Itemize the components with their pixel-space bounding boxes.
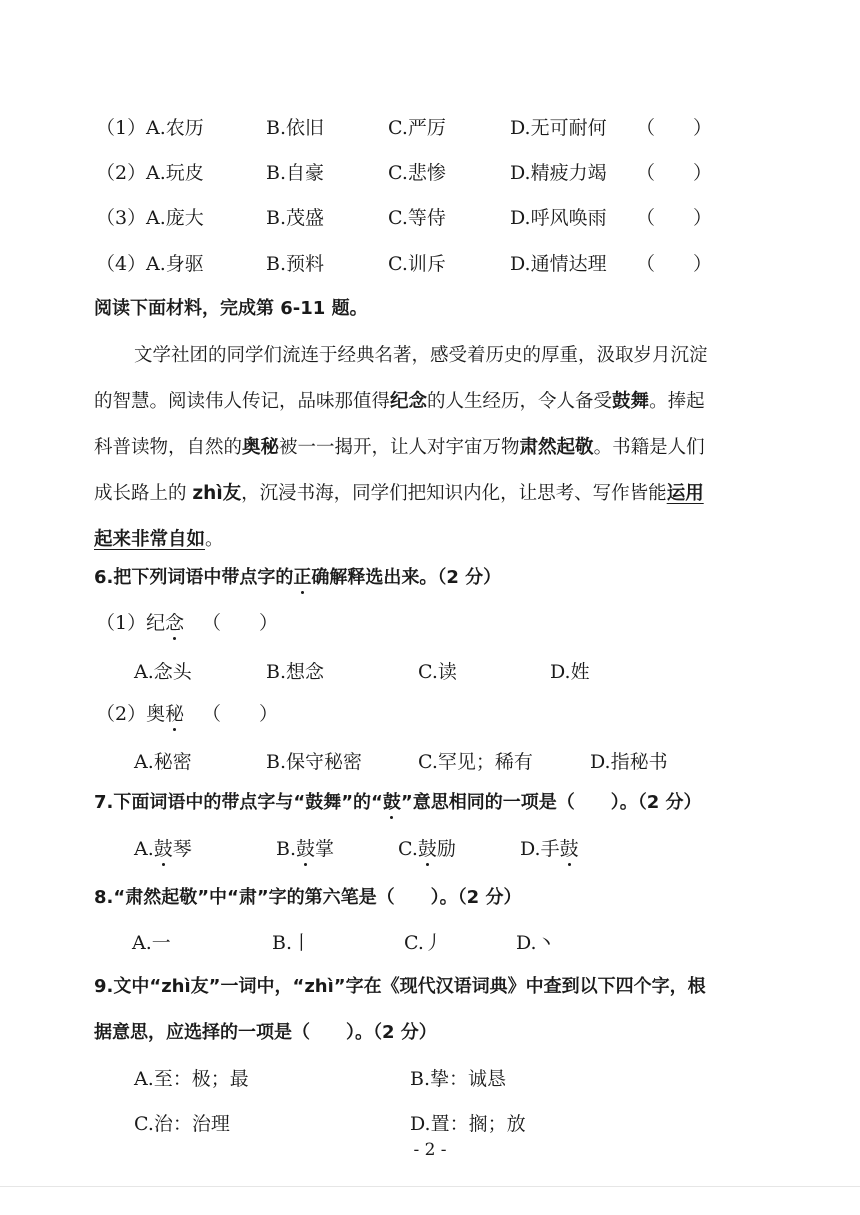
option-d: D.手鼓 bbox=[520, 838, 579, 860]
question-text: 据意思，应选择的一项是（ ）。（2 分） bbox=[94, 1022, 437, 1043]
passage-text: 的智慧。阅读伟人传记，品味那值得 bbox=[94, 391, 391, 412]
passage-line bbox=[134, 333, 708, 379]
choice-row bbox=[0, 113, 860, 143]
page-bottom-divider bbox=[0, 1186, 860, 1187]
option-c: C.读 bbox=[418, 661, 457, 683]
passage-text: 文学社团的同学们流连于经典名著，感受着历史的厚重，汲取岁月沉淀 bbox=[134, 345, 708, 366]
page-number: - 2 - bbox=[413, 1140, 447, 1160]
choice-number: （4） bbox=[96, 253, 147, 275]
choice-number: （1） bbox=[96, 117, 147, 139]
option-b: B.想念 bbox=[266, 661, 325, 683]
choice-number: （3） bbox=[96, 207, 147, 229]
question-8-options bbox=[0, 928, 860, 958]
question-9-options-row1 bbox=[0, 1064, 860, 1094]
answer-blank[interactable]: （ ） bbox=[636, 162, 713, 184]
option-c: C.丿 bbox=[404, 932, 443, 954]
reading-heading-text: 阅读下面材料，完成第 6-11 题。 bbox=[94, 298, 368, 319]
answer-blank[interactable]: （ ） bbox=[636, 117, 713, 139]
dotted-char: 鼓 bbox=[382, 792, 401, 813]
option-c: C.罕见；稀有 bbox=[418, 751, 533, 773]
option-d: D.无可耐何 bbox=[510, 117, 607, 139]
question-text: 确解释选出来。（2 分） bbox=[311, 567, 502, 588]
dotted-char: 正 bbox=[293, 567, 312, 588]
passage-text: 的人生经历，令人备受 bbox=[427, 391, 613, 412]
option-b: B.自豪 bbox=[266, 162, 325, 184]
option-b: B.保守秘密 bbox=[266, 751, 363, 773]
answer-blank[interactable]: （ ） bbox=[202, 612, 279, 634]
dotted-char: 念 bbox=[165, 612, 185, 634]
question-6-sub2 bbox=[0, 699, 860, 729]
option-d: D.置：搁；放 bbox=[410, 1113, 526, 1135]
underlined-phrase: 运用 bbox=[666, 483, 704, 504]
option-c: C.训斥 bbox=[388, 253, 446, 275]
option-a: A.念头 bbox=[134, 661, 192, 683]
answer-blank[interactable]: （ ） bbox=[636, 253, 713, 275]
option-b: B.挚：诚恳 bbox=[410, 1068, 507, 1090]
option-a: A.秘密 bbox=[134, 751, 192, 773]
question-6-stem bbox=[0, 563, 860, 593]
passage-line bbox=[94, 471, 704, 517]
option-b: B.鼓掌 bbox=[276, 838, 335, 860]
question-text: 6.把下列词语中带点字的 bbox=[94, 567, 294, 588]
underlined-phrase: 起来非常自如 bbox=[94, 529, 206, 550]
passage-text: 科普读物，自然的 bbox=[94, 437, 243, 458]
answer-blank[interactable]: （ ） bbox=[636, 207, 713, 229]
option-d: D.通情达理 bbox=[510, 253, 607, 275]
reading-passage bbox=[94, 333, 774, 563]
question-text: 7.下面词语中的带点字与“鼓舞”的“ bbox=[94, 792, 383, 813]
option-a: A.一 bbox=[132, 932, 171, 954]
passage-text: ，沉浸书海，同学们把知识内化，让思考、写作皆能 bbox=[241, 483, 667, 504]
emphasis-word: zhì友 bbox=[192, 483, 242, 504]
question-7-stem bbox=[0, 788, 860, 818]
dotted-char: 鼓 bbox=[153, 838, 173, 860]
question-7-options bbox=[0, 834, 860, 864]
passage-text: 被一一揭开，让人对宇宙万物 bbox=[279, 437, 520, 458]
dotted-char: 鼓 bbox=[559, 838, 579, 860]
option-a: A.身驱 bbox=[146, 253, 204, 275]
option-c: C.严厉 bbox=[388, 117, 446, 139]
choice-row bbox=[0, 249, 860, 279]
choice-row bbox=[0, 158, 860, 188]
question-text: ”意思相同的一项是（ ）。（2 分） bbox=[400, 792, 702, 813]
dotted-char: 鼓 bbox=[417, 838, 437, 860]
answer-blank[interactable]: （ ） bbox=[202, 703, 279, 725]
option-b: B.依旧 bbox=[266, 117, 325, 139]
passage-line bbox=[94, 379, 705, 425]
question-6-sub1-options bbox=[0, 657, 860, 687]
dotted-char: 秘 bbox=[165, 703, 185, 725]
question-9-options-row2 bbox=[0, 1109, 860, 1139]
dotted-char: 鼓 bbox=[296, 838, 316, 860]
question-9-stem-line2 bbox=[0, 1018, 860, 1048]
option-d: D.指秘书 bbox=[590, 751, 668, 773]
reading-heading bbox=[0, 294, 860, 324]
option-d: D.精疲力竭 bbox=[510, 162, 607, 184]
question-6-sub1 bbox=[0, 608, 860, 638]
question-text: 9.文中“zhì友”一词中，“zhì”字在《现代汉语词典》中查到以下四个字，根 bbox=[94, 976, 706, 997]
option-a: A.农历 bbox=[146, 117, 204, 139]
option-b: B.茂盛 bbox=[266, 207, 325, 229]
question-text: 8.“肃然起敬”中“肃”字的第六笔是（ ）。（2 分） bbox=[94, 887, 522, 908]
emphasis-word: 奥秘 bbox=[242, 437, 280, 458]
option-a: A.至：极；最 bbox=[134, 1068, 249, 1090]
option-d: D.呼风唤雨 bbox=[510, 207, 607, 229]
question-8-stem bbox=[0, 883, 860, 913]
option-c: C.治：治理 bbox=[134, 1113, 230, 1135]
emphasis-word: 肃然起敬 bbox=[519, 437, 594, 458]
sub-question-label: （2）奥 bbox=[96, 703, 166, 725]
option-b: B.预料 bbox=[266, 253, 325, 275]
option-d: D.丶 bbox=[516, 932, 556, 954]
option-a: A.庞大 bbox=[146, 207, 204, 229]
option-c: C.鼓励 bbox=[398, 838, 456, 860]
option-d: D.姓 bbox=[550, 661, 590, 683]
emphasis-word: 鼓舞 bbox=[612, 391, 650, 412]
passage-text: 。 bbox=[205, 529, 224, 550]
choice-number: （2） bbox=[96, 162, 147, 184]
question-6-sub2-options bbox=[0, 747, 860, 777]
passage-text: 成长路上的 bbox=[94, 483, 193, 504]
choice-row bbox=[0, 203, 860, 233]
option-c: C.悲惨 bbox=[388, 162, 446, 184]
option-c: C.等侍 bbox=[388, 207, 446, 229]
passage-line bbox=[94, 425, 705, 471]
passage-line bbox=[94, 517, 224, 563]
option-a: A.鼓琴 bbox=[134, 838, 192, 860]
passage-text: 。捧起 bbox=[649, 391, 705, 412]
option-b: B.丨 bbox=[272, 932, 312, 954]
emphasis-word: 纪念 bbox=[390, 391, 428, 412]
sub-question-label: （1）纪 bbox=[96, 612, 166, 634]
question-9-stem-line1 bbox=[0, 972, 860, 1002]
passage-text: 。书籍是人们 bbox=[593, 437, 705, 458]
option-a: A.玩皮 bbox=[146, 162, 204, 184]
